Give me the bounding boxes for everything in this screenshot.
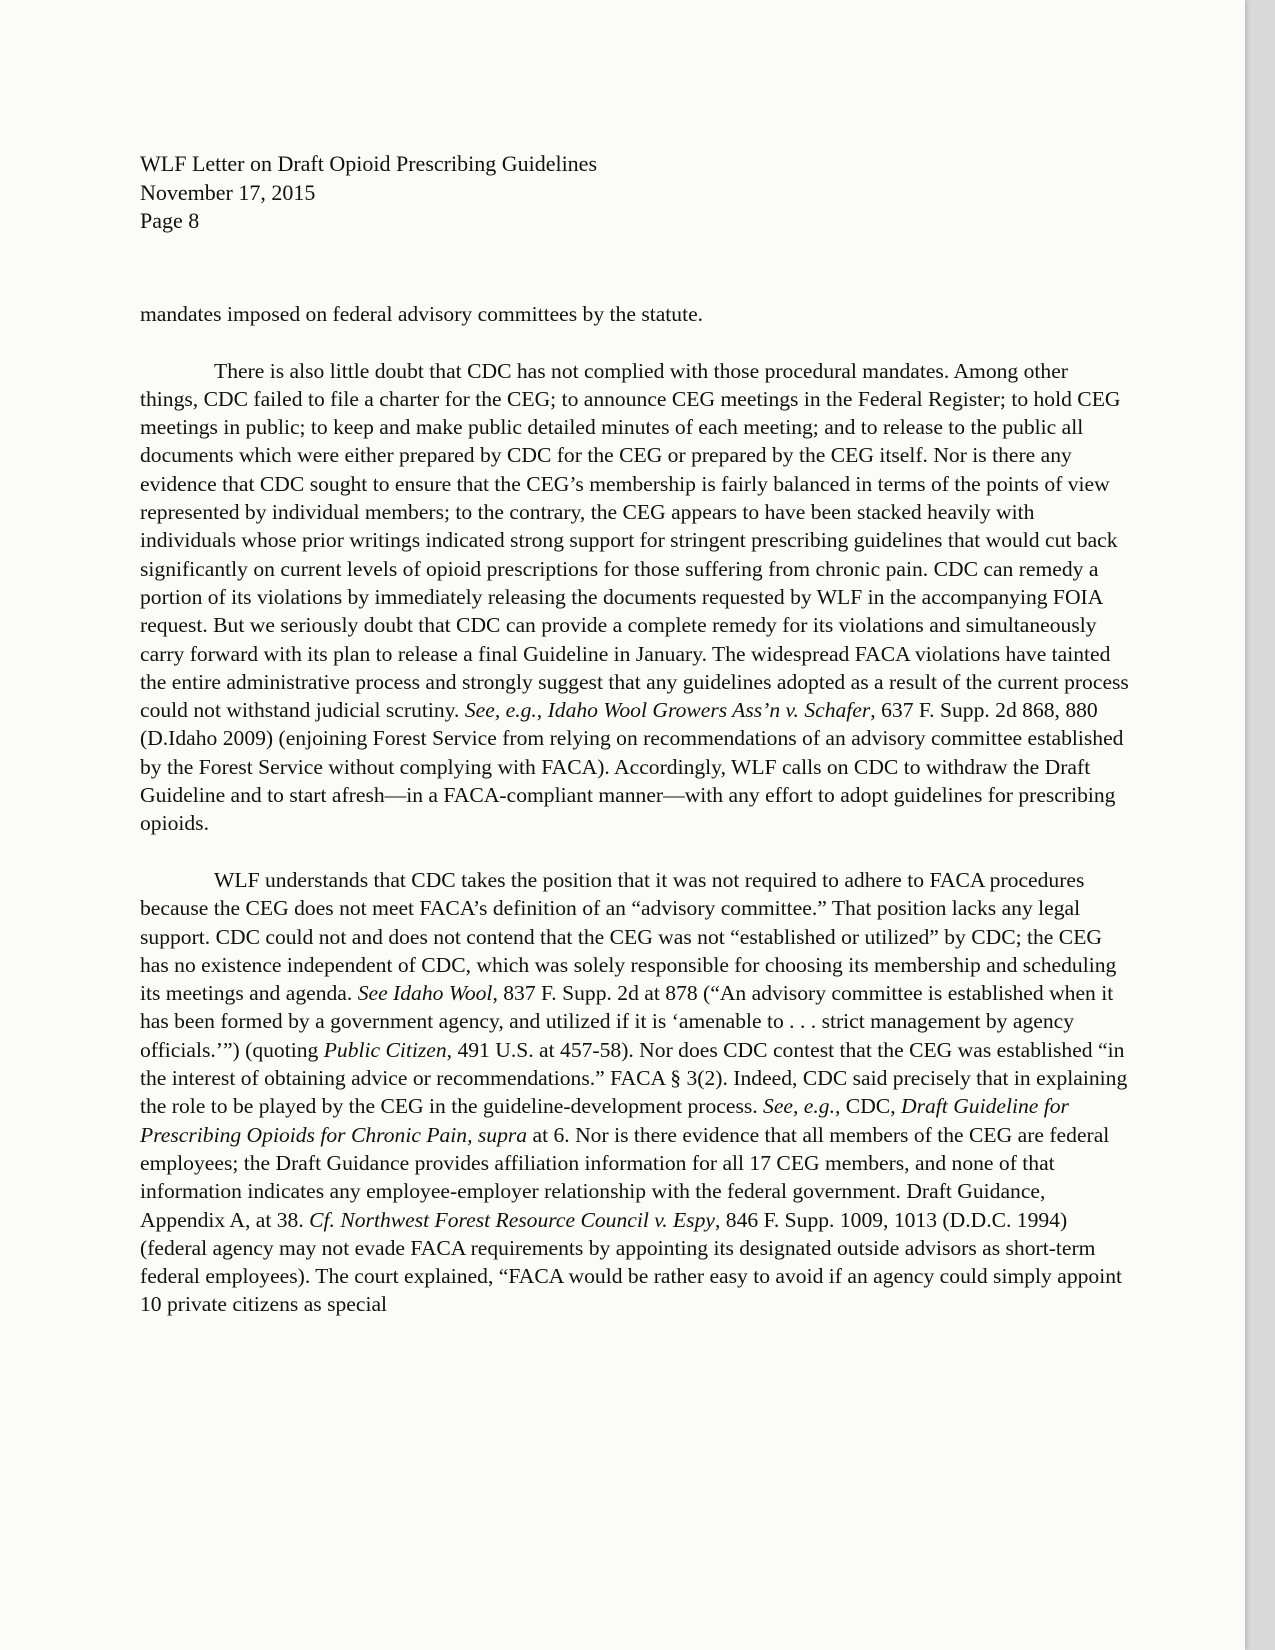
header-date: November 17, 2015 (140, 179, 316, 205)
case-citation: See, e.g., Idaho Wool Growers Ass’n v. Schafer (464, 698, 871, 723)
header-title: WLF Letter on Draft Opioid Prescribing Guidelines (140, 151, 598, 176)
paragraph-text: , 637 F. Supp. 2d 868, 880 (D.Idaho 2009) (enjoining Forest Service from relying on recommendations of an advisory committee established by the Forest Service without complying with FACA). Accordingly, WLF calls on CDC to withdraw the Draft Guideline and to start afresh—in a FACA-compliant manner—with any effort to adopt guidelines for prescribing opioids. (140, 698, 1124, 836)
paragraph-text: CDC, (840, 1094, 901, 1119)
paragraph-text: mandates imposed on federal advisory committees by the statute. (140, 302, 704, 326)
paragraph-text: WLF understands that CDC takes the position that it was not required to adhere to FACA procedures because the CEG does not meet FACA’s definition of an “advisory committee.” That position lacks any legal support. CDC could not and does not contend that the CEG was not “established or utilized” by CDC; the CEG has no existence independent of CDC, which was solely responsible for choosing its membership and scheduling its meetings and agenda. (140, 867, 1117, 1006)
paragraph-text: There is also little doubt that CDC has not complied with those procedural mandates. Among other things, CDC failed to file a charter for the CEG; to announce CEG meetings in the Federal Register; to hold CEG meetings in public; to keep and make public detailed minutes of each meeting; and to release to the public all documents which were either prepared by CDC for the CEG or prepared by the CEG itself. Nor is there any evidence that CDC sought to ensure that the CEG’s membership is fairly balanced in terms of the points of view represented by individual members; to the contrary, the CEG appears to have been stacked heavily with individuals whose prior writings indicated strong support for stringent prescribing guidelines that would cut back significantly on current levels of opioid prescriptions for those suffering from chronic pain. CDC can remedy a portion of its violations by immediately releasing the documents requested by WLF in the accompanying FOIA request. But we seriously doubt that CDC can provide a complete remedy for its violations and simultaneously carry forward with its plan to release a final Guideline in January. The widespread FACA violations have tainted the entire administrative process and strongly suggest that any guidelines adopted as a result of the current process could not withstand judicial scrutiny. (140, 358, 1129, 723)
letter-header (140, 150, 597, 236)
case-citation: Draft Guideline for Prescribing Opioids for Chronic Pain, supra (140, 1094, 1069, 1147)
body-paragraph-compliance (140, 357, 1130, 838)
case-citation: Cf. Northwest Forest Resource Council v. Espy (309, 1207, 715, 1232)
paragraph-text: , 491 U.S. at 457-58). Nor does CDC contest that the CEG was established “in the interest of obtaining advice or recommendations.” FACA § 3(2). Indeed, CDC said precisely that in explaining the role to be played by the CEG in the guideline-development process. (140, 1037, 1128, 1119)
paragraph-text: , 837 F. Supp. 2d at 878 (“An advisory committee is established when it has been formed by a government agency, and utilized if it is ‘amenable to . . . strict management by agency officials.’”) (quoting (140, 981, 1114, 1062)
case-citation: See Idaho Wool (357, 981, 493, 1006)
body-paragraph-position (140, 866, 1130, 1319)
paragraph-text: at 6. Nor is there evidence that all members of the CEG are federal employees; the Draft Guidance provides affiliation information for all 17 CEG members, and none of that information indicates any employee-employer relationship with the federal government. Draft Guidance, Appendix A, at 38. (140, 1122, 1110, 1232)
case-citation: See, e.g., (763, 1094, 841, 1119)
body-paragraph-continued (140, 300, 1130, 328)
header-page-number: Page 8 (140, 208, 200, 233)
letter-body (140, 300, 1130, 1319)
paragraph-text: , 846 F. Supp. 1009, 1013 (D.D.C. 1994) (federal agency may not evade FACA requirements by appointing its designated outside advisors as short-term federal employees). The court explained, “FACA would be rather easy to avoid if an agency could simply appoint 10 private citizens as special (140, 1207, 1123, 1317)
case-citation: Public Citizen (323, 1037, 447, 1062)
